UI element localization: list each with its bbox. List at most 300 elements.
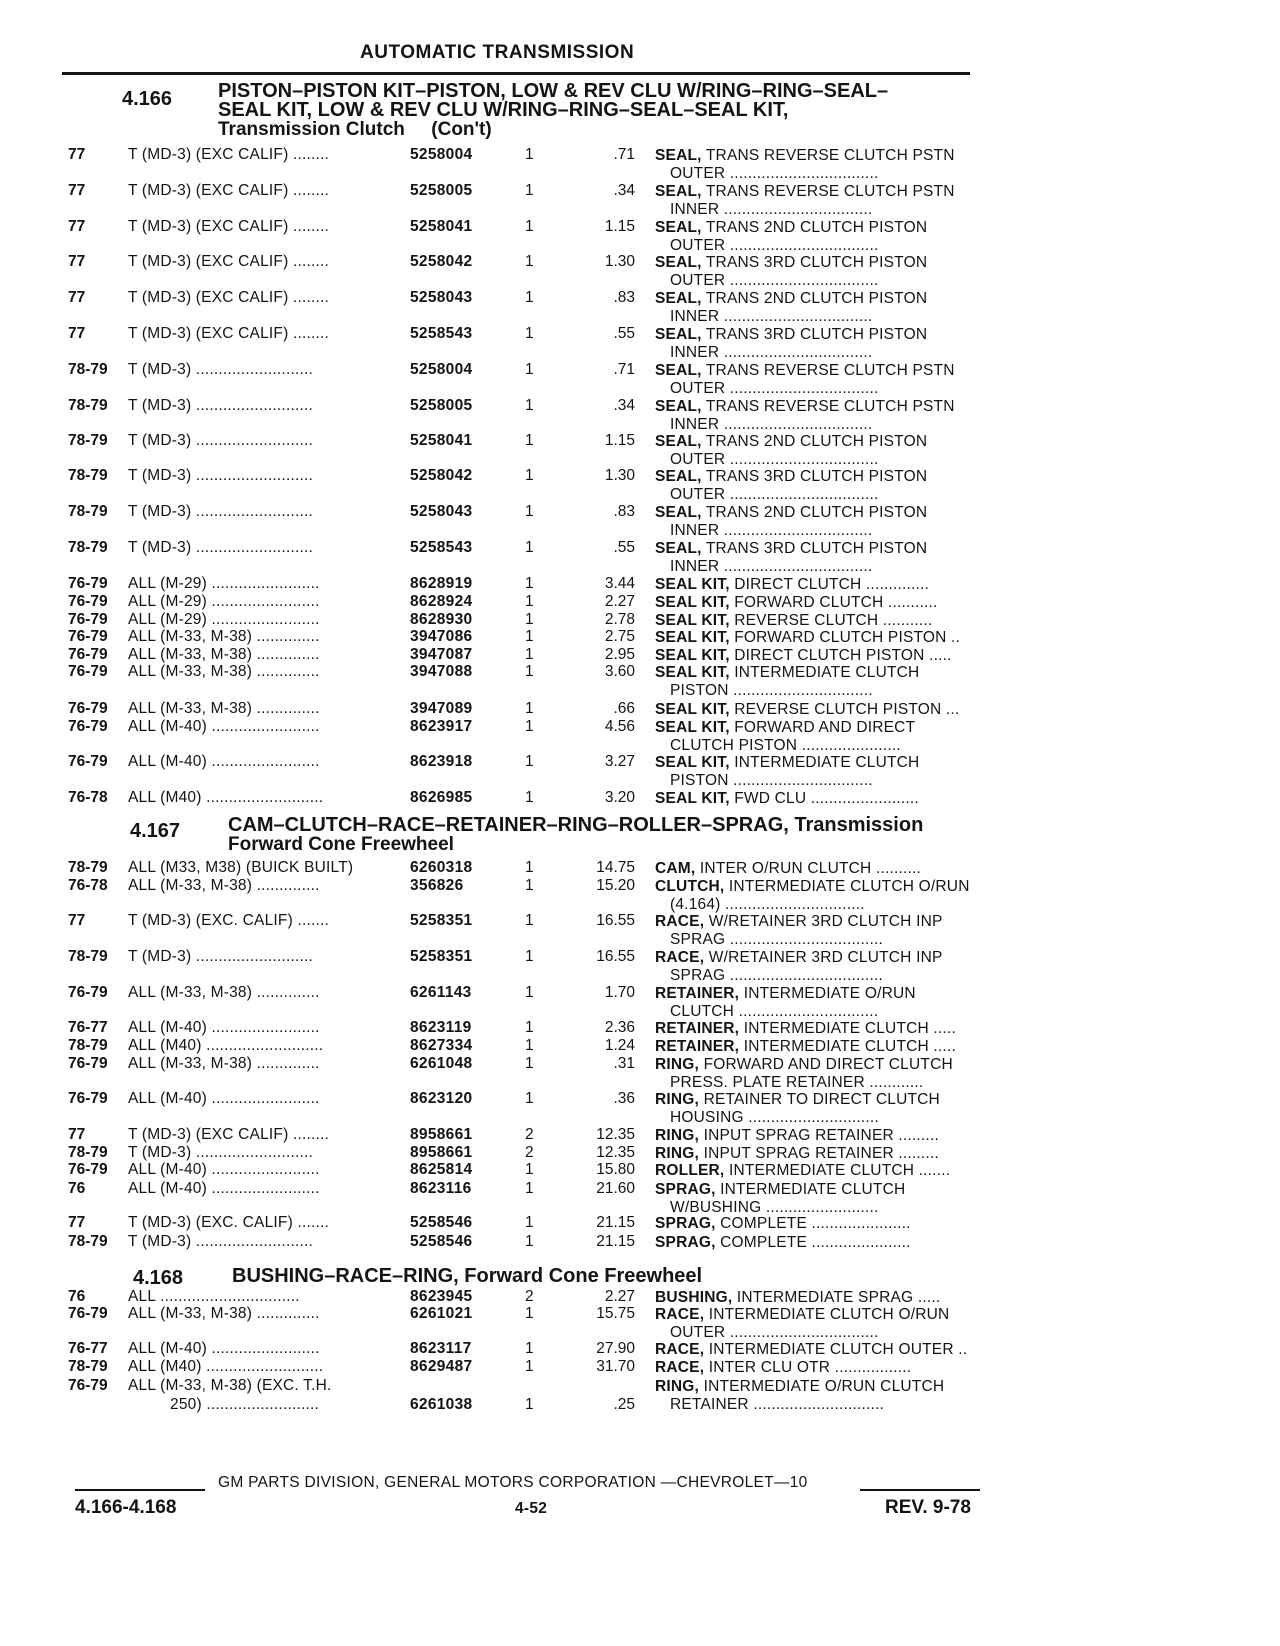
price: .71 (613, 146, 635, 163)
part-name: SEAL, (655, 468, 702, 485)
part-description (655, 700, 959, 719)
part-number: 8623120 (410, 1090, 473, 1107)
price: 21.15 (596, 1233, 635, 1250)
price: 15.80 (596, 1161, 635, 1178)
part-description-text: TRANS 2ND CLUTCH PISTON (701, 219, 928, 236)
part-description-text: INTERMEDIATE CLUTCH ....... (724, 1162, 951, 1179)
model-year: 78-79 (68, 467, 108, 484)
part-description-text: REVERSE CLUTCH ........... (729, 612, 933, 629)
part-number: 8623918 (410, 753, 473, 770)
part-description-continued: INNER ................................. (670, 416, 873, 433)
price: .34 (613, 182, 635, 199)
footer-page-number: 4-52 (515, 1500, 548, 1517)
model-year: 77 (68, 218, 86, 235)
section-title-line: BUSHING–RACE–RING, Forward Cone Freewheel (232, 1265, 703, 1287)
price: 12.35 (596, 1126, 635, 1143)
price: .55 (613, 325, 635, 342)
price: 2.27 (604, 1288, 635, 1305)
part-description-text: RETAINER TO DIRECT CLUTCH (699, 1091, 940, 1108)
application: ALL (M-33, M-38) .............. (128, 646, 320, 663)
part-name: BUSHING, (655, 1289, 733, 1306)
footer-rule-left (75, 1489, 205, 1491)
part-description-text: TRANS 2ND CLUTCH PISTON (701, 433, 928, 450)
application-continued: 250) ......................... (170, 1396, 319, 1413)
price: .55 (613, 539, 635, 556)
part-description (655, 1214, 911, 1233)
part-description (655, 1055, 953, 1074)
part-description (655, 218, 927, 237)
part-number: 8628924 (410, 593, 473, 610)
application: ALL ............................... (128, 1288, 300, 1305)
part-number: 3947089 (410, 700, 473, 717)
price: 3.60 (604, 663, 635, 680)
part-description-continued: OUTER ................................. (670, 165, 879, 182)
quantity: 1 (525, 575, 534, 592)
part-description-text: INPUT SPRAG RETAINER ......... (699, 1145, 939, 1162)
part-number: 5258351 (410, 948, 473, 965)
price: .83 (613, 289, 635, 306)
part-description (655, 1180, 905, 1199)
quantity: 2 (525, 1144, 534, 1161)
part-description (655, 859, 921, 878)
part-number: 5258042 (410, 467, 473, 484)
part-description-text: TRANS 2ND CLUTCH PISTON (701, 504, 928, 521)
model-year: 76-79 (68, 646, 108, 663)
price: 1.30 (604, 467, 635, 484)
application: ALL (M40) .......................... (128, 789, 324, 806)
part-number: 5258004 (410, 146, 473, 163)
part-description (655, 289, 927, 308)
quantity: 1 (525, 984, 534, 1001)
application: T (MD-3) .......................... (128, 397, 313, 414)
model-year: 77 (68, 182, 86, 199)
part-number: 5258043 (410, 503, 473, 520)
quantity: 1 (525, 789, 534, 806)
quantity: 1 (525, 593, 534, 610)
part-number: 8628919 (410, 575, 473, 592)
application: ALL (M-40) ........................ (128, 1090, 320, 1107)
model-year: 78-79 (68, 539, 108, 556)
model-year: 76-79 (68, 1055, 108, 1072)
footer-rule-right (860, 1489, 980, 1491)
part-name: SEAL, (655, 540, 702, 557)
quantity: 1 (525, 1233, 534, 1250)
quantity: 1 (525, 1180, 534, 1197)
application: T (MD-3) .......................... (128, 467, 313, 484)
price: 12.35 (596, 1144, 635, 1161)
quantity: 1 (525, 1019, 534, 1036)
section-title (218, 82, 888, 139)
section-title (228, 816, 923, 854)
part-description-continued: INNER ................................. (670, 522, 873, 539)
part-description-continued: HOUSING ............................. (670, 1109, 879, 1126)
part-description (655, 628, 960, 647)
part-description (655, 789, 919, 808)
part-description-text: TRANS REVERSE CLUTCH PSTN (701, 362, 955, 379)
part-name: RACE, (655, 1359, 705, 1376)
section-number: 4.168 (133, 1267, 184, 1289)
footer-revision: REV. 9-78 (885, 1497, 971, 1518)
part-description-text: INTERMEDIATE CLUTCH (715, 1181, 906, 1198)
price: 2.36 (604, 1019, 635, 1036)
part-name: SEAL, (655, 147, 702, 164)
part-number: 6261038 (410, 1396, 473, 1413)
application: ALL (M-40) ........................ (128, 1019, 320, 1036)
part-name: SPRAG, (655, 1215, 716, 1232)
part-name: CAM, (655, 860, 696, 877)
section-number: 4.166 (122, 88, 173, 110)
model-year: 78-79 (68, 1358, 108, 1375)
part-description (655, 663, 919, 682)
price: 1.70 (604, 984, 635, 1001)
part-number: 5258005 (410, 182, 473, 199)
application: T (MD-3) .......................... (128, 948, 313, 965)
model-year: 76-79 (68, 1090, 108, 1107)
section-subtitle: Forward Cone Freewheel (228, 834, 454, 855)
application: T (MD-3) (EXC CALIF) ........ (128, 182, 329, 199)
model-year: 76-79 (68, 575, 108, 592)
part-description-continued: OUTER ................................. (670, 380, 879, 397)
part-name: SEAL, (655, 398, 702, 415)
quantity: 1 (525, 1305, 534, 1322)
part-number: 5258005 (410, 397, 473, 414)
model-year: 77 (68, 253, 86, 270)
quantity: 1 (525, 253, 534, 270)
part-description-continued: CLUTCH ............................... (670, 1003, 879, 1020)
application: ALL (M-33, M-38) .............. (128, 1055, 320, 1072)
price: .36 (613, 1090, 635, 1107)
part-name: RING, (655, 1127, 700, 1144)
application: T (MD-3) .......................... (128, 432, 313, 449)
part-name: SEAL, (655, 326, 702, 343)
part-name: SEAL KIT, (655, 594, 730, 611)
model-year: 78-79 (68, 1233, 108, 1250)
part-number: 8626985 (410, 789, 473, 806)
part-name: RACE, (655, 1306, 705, 1323)
part-description (655, 1377, 944, 1396)
application: ALL (M-40) ........................ (128, 1161, 320, 1178)
part-description-text: FORWARD CLUTCH PISTON .. (729, 629, 961, 646)
part-number: 5258043 (410, 289, 473, 306)
price: 31.70 (596, 1358, 635, 1375)
quantity: 1 (525, 361, 534, 378)
model-year: 77 (68, 325, 86, 342)
part-name: SEAL KIT, (655, 664, 730, 681)
part-description-continued: INNER ................................. (670, 558, 873, 575)
price: 14.75 (596, 859, 635, 876)
quantity: 1 (525, 948, 534, 965)
quantity: 1 (525, 628, 534, 645)
quantity: 1 (525, 325, 534, 342)
model-year: 76 (68, 1180, 86, 1197)
part-description-text: TRANS REVERSE CLUTCH PSTN (701, 147, 955, 164)
price: 1.15 (604, 432, 635, 449)
part-number: 3947086 (410, 628, 473, 645)
part-name: SEAL KIT, (655, 754, 730, 771)
part-name: RING, (655, 1056, 700, 1073)
part-description (655, 912, 943, 931)
model-year: 76-79 (68, 700, 108, 717)
quantity: 1 (525, 753, 534, 770)
part-number: 5258004 (410, 361, 473, 378)
part-description-text: TRANS 3RD CLUTCH PISTON (701, 540, 928, 557)
price: .71 (613, 361, 635, 378)
part-description (655, 984, 916, 1003)
part-number: 8958661 (410, 1144, 473, 1161)
part-number: 5258041 (410, 218, 473, 235)
part-name: SEAL KIT, (655, 719, 730, 736)
part-description-text: INTERMEDIATE CLUTCH (729, 754, 920, 771)
price: 2.75 (604, 628, 635, 645)
application: T (MD-3) (EXC CALIF) ........ (128, 146, 329, 163)
application: T (MD-3) .......................... (128, 539, 313, 556)
quantity: 1 (525, 1090, 534, 1107)
part-description (655, 877, 970, 896)
price: 3.27 (604, 753, 635, 770)
application: ALL (M-33, M-38) .............. (128, 877, 320, 894)
price: 3.44 (604, 575, 635, 592)
quantity: 1 (525, 218, 534, 235)
part-number: 3947088 (410, 663, 473, 680)
part-description-text: FORWARD AND DIRECT CLUTCH (699, 1056, 953, 1073)
section-title (232, 1267, 702, 1286)
quantity: 1 (525, 432, 534, 449)
model-year: 77 (68, 146, 86, 163)
part-number: 3947087 (410, 646, 473, 663)
part-description-text: INTERMEDIATE CLUTCH ..... (739, 1020, 956, 1037)
quantity: 1 (525, 700, 534, 717)
part-description-continued: OUTER ................................. (670, 486, 879, 503)
part-name: RACE, (655, 1341, 705, 1358)
price: .31 (613, 1055, 635, 1072)
quantity: 1 (525, 467, 534, 484)
model-year: 76-79 (68, 663, 108, 680)
part-number: 8623917 (410, 718, 473, 735)
price: 15.75 (596, 1305, 635, 1322)
part-description-continued: CLUTCH PISTON ...................... (670, 737, 901, 754)
part-name: SEAL, (655, 433, 702, 450)
part-description (655, 253, 927, 272)
part-name: SEAL, (655, 362, 702, 379)
part-description-text: TRANS 2ND CLUTCH PISTON (701, 290, 928, 307)
part-description-continued: INNER ................................. (670, 308, 873, 325)
part-description-continued: OUTER ................................. (670, 1324, 879, 1341)
part-description-text: COMPLETE ...................... (715, 1234, 911, 1251)
part-number: 6261143 (410, 984, 472, 1001)
page-header-title: AUTOMATIC TRANSMISSION (360, 42, 635, 63)
part-name: SEAL KIT, (655, 647, 730, 664)
application: T (MD-3) (EXC. CALIF) ....... (128, 1214, 329, 1231)
part-description (655, 467, 927, 486)
model-year: 78-79 (68, 1037, 108, 1054)
model-year: 78-79 (68, 432, 108, 449)
application: T (MD-3) (EXC CALIF) ........ (128, 253, 329, 270)
application: ALL (M-40) ........................ (128, 1340, 320, 1357)
price: 1.30 (604, 253, 635, 270)
application: ALL (M-40) ........................ (128, 753, 320, 770)
quantity: 1 (525, 859, 534, 876)
part-description (655, 325, 927, 344)
price: 2.27 (604, 593, 635, 610)
part-description-continued: INNER ................................. (670, 344, 873, 361)
part-name: RETAINER, (655, 985, 740, 1002)
quantity: 1 (525, 912, 534, 929)
part-description-text: INTERMEDIATE CLUTCH O/RUN (704, 1306, 950, 1323)
application: ALL (M40) .......................... (128, 1358, 324, 1375)
part-description-text: INTERMEDIATE CLUTCH O/RUN (724, 878, 970, 895)
part-description-text: INTER O/RUN CLUTCH .......... (695, 860, 922, 877)
application: ALL (M-33, M-38) .............. (128, 984, 320, 1001)
part-description (655, 146, 955, 165)
quantity: 1 (525, 1340, 534, 1357)
part-description-continued: PISTON ............................... (670, 682, 873, 699)
part-description-text: TRANS 3RD CLUTCH PISTON (701, 468, 928, 485)
part-description-continued: SPRAG .................................. (670, 967, 883, 984)
application: ALL (M-40) ........................ (128, 1180, 320, 1197)
model-year: 77 (68, 289, 86, 306)
part-number: 8958661 (410, 1126, 473, 1143)
price: .25 (613, 1396, 635, 1413)
model-year: 76 (68, 1288, 86, 1305)
quantity: 1 (525, 539, 534, 556)
part-description-text: INTER CLU OTR ................. (704, 1359, 912, 1376)
part-number: 5258041 (410, 432, 473, 449)
part-description-continued: PRESS. PLATE RETAINER ............ (670, 1074, 924, 1091)
model-year: 78-79 (68, 397, 108, 414)
part-number: 8629487 (410, 1358, 473, 1375)
part-description-text: FORWARD CLUTCH ........... (729, 594, 938, 611)
part-description-text: W/RETAINER 3RD CLUTCH INP (704, 949, 943, 966)
part-description (655, 1037, 956, 1056)
part-number: 5258543 (410, 539, 473, 556)
application: ALL (M-40) ........................ (128, 718, 320, 735)
footer-section-range: 4.166-4.168 (75, 1497, 177, 1518)
quantity: 1 (525, 1358, 534, 1375)
part-description (655, 361, 955, 380)
price: 3.20 (604, 789, 635, 806)
price: 16.55 (596, 912, 635, 929)
price: 15.20 (596, 877, 635, 894)
part-number: 8625814 (410, 1161, 473, 1178)
quantity: 2 (525, 1126, 534, 1143)
application: ALL (M-29) ........................ (128, 593, 320, 610)
application: T (MD-3) (EXC CALIF) ........ (128, 218, 329, 235)
application: T (MD-3) .......................... (128, 1144, 313, 1161)
model-year: 76-79 (68, 984, 108, 1001)
part-number: 8628930 (410, 611, 473, 628)
part-name: SEAL, (655, 219, 702, 236)
part-name: RETAINER, (655, 1038, 740, 1055)
part-description (655, 503, 927, 522)
price: 21.15 (596, 1214, 635, 1231)
part-number: 5258546 (410, 1233, 473, 1250)
part-description (655, 1161, 950, 1180)
quantity: 1 (525, 1037, 534, 1054)
section-number: 4.167 (130, 820, 181, 842)
model-year: 76-79 (68, 718, 108, 735)
part-number: 5258543 (410, 325, 473, 342)
quantity: 1 (525, 646, 534, 663)
part-number: 8623945 (410, 1288, 473, 1305)
quantity: 1 (525, 397, 534, 414)
part-name: SPRAG, (655, 1181, 716, 1198)
section-title-line: CAM–CLUTCH–RACE–RETAINER–RING–ROLLER–SPRAG, Transmission (228, 814, 924, 836)
part-name: RING, (655, 1145, 700, 1162)
section-subtitle: Transmission Clutch (Con't) (218, 119, 492, 140)
part-name: SEAL KIT, (655, 612, 730, 629)
part-number: 8627334 (410, 1037, 473, 1054)
part-description-continued: OUTER ................................. (670, 451, 879, 468)
part-description-text: TRANS REVERSE CLUTCH PSTN (701, 398, 955, 415)
part-name: SEAL, (655, 254, 702, 271)
part-description-continued: OUTER ................................. (670, 272, 879, 289)
part-name: SEAL KIT, (655, 629, 730, 646)
part-description-text: INTERMEDIATE O/RUN (739, 985, 916, 1002)
application: T (MD-3) (EXC CALIF) ........ (128, 289, 329, 306)
model-year: 76-79 (68, 593, 108, 610)
section-title-line: PISTON–PISTON KIT–PISTON, LOW & REV CLU W/RING–RING–SEAL– (218, 80, 889, 102)
part-name: SEAL KIT, (655, 576, 730, 593)
application: T (MD-3) .......................... (128, 1233, 313, 1250)
part-name: ROLLER, (655, 1162, 725, 1179)
price: 16.55 (596, 948, 635, 965)
application: ALL (M-29) ........................ (128, 575, 320, 592)
quantity: 1 (525, 611, 534, 628)
part-name: SEAL KIT, (655, 701, 730, 718)
application: ALL (M-33, M-38) (EXC. T.H. (128, 1377, 332, 1394)
quantity: 1 (525, 1161, 534, 1178)
part-description-text: DIRECT CLUTCH .............. (729, 576, 930, 593)
part-description-text: REVERSE CLUTCH PISTON ... (729, 701, 960, 718)
model-year: 77 (68, 1214, 86, 1231)
part-description-text: W/RETAINER 3RD CLUTCH INP (704, 913, 943, 930)
part-name: RING, (655, 1378, 700, 1395)
model-year: 76-77 (68, 1019, 108, 1036)
application: ALL (M-33, M-38) .............. (128, 1305, 320, 1322)
part-description-text: FORWARD AND DIRECT (729, 719, 916, 736)
price: 1.24 (604, 1037, 635, 1054)
quantity: 1 (525, 1214, 534, 1231)
part-description-continued: SPRAG .................................. (670, 931, 883, 948)
model-year: 76-79 (68, 1377, 108, 1394)
part-name: SEAL, (655, 290, 702, 307)
part-description-continued: INNER ................................. (670, 201, 873, 218)
application: ALL (M40) .......................... (128, 1037, 324, 1054)
quantity: 1 (525, 718, 534, 735)
quantity: 1 (525, 663, 534, 680)
part-description-continued: (4.164) ............................... (670, 896, 865, 913)
application: T (MD-3) (EXC. CALIF) ....... (128, 912, 329, 929)
part-description (655, 1233, 911, 1252)
part-name: RACE, (655, 913, 705, 930)
part-description-text: COMPLETE ...................... (715, 1215, 911, 1232)
part-description-continued: RETAINER ............................. (670, 1396, 885, 1413)
model-year: 78-79 (68, 1144, 108, 1161)
part-description-text: INTERMEDIATE CLUTCH (729, 664, 920, 681)
part-description-text: TRANS REVERSE CLUTCH PSTN (701, 183, 955, 200)
part-description-continued: PISTON ............................... (670, 772, 873, 789)
model-year: 76-78 (68, 877, 108, 894)
part-description-text: INTERMEDIATE O/RUN CLUTCH (699, 1378, 945, 1395)
price: 1.15 (604, 218, 635, 235)
part-number: 6261021 (410, 1305, 473, 1322)
part-description-text: INTERMEDIATE SPRAG ..... (732, 1289, 941, 1306)
part-description-text: FWD CLU ........................ (729, 790, 919, 807)
part-description-text: TRANS 3RD CLUTCH PISTON (701, 326, 928, 343)
application: ALL (M-29) ........................ (128, 611, 320, 628)
part-description-text: DIRECT CLUTCH PISTON ..... (729, 647, 952, 664)
quantity: 1 (525, 146, 534, 163)
